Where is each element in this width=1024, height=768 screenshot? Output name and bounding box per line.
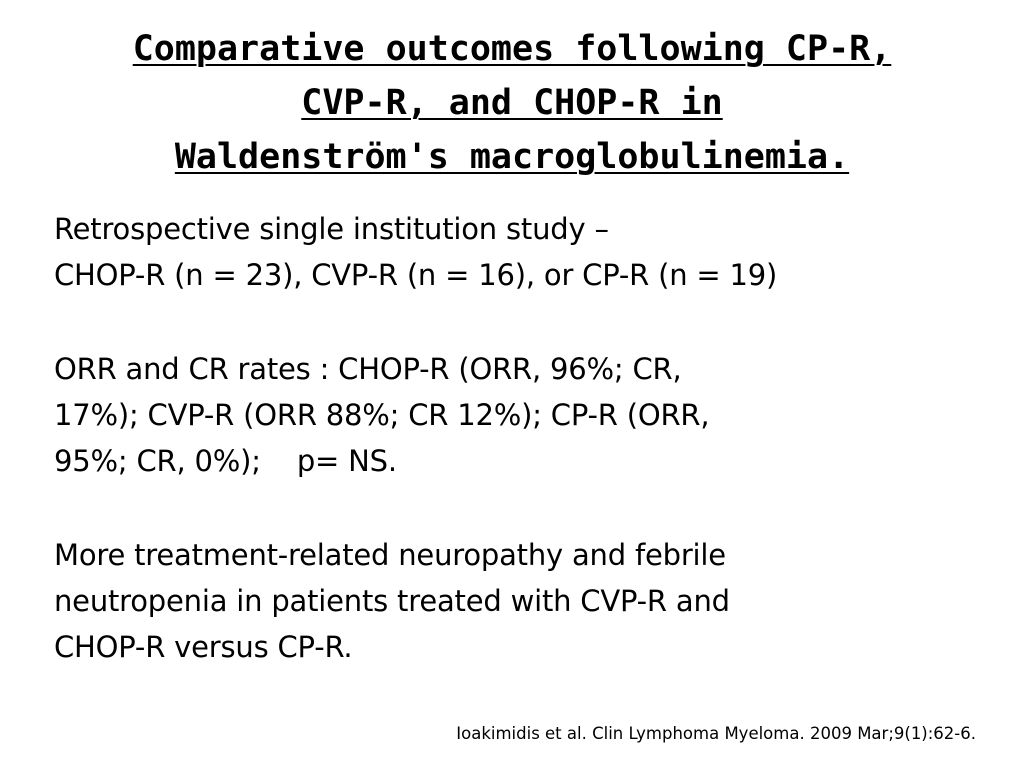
body-line: CHOP-R versus CP-R. — [54, 630, 353, 664]
body-line: 95%; CR, 0%); p= NS. — [54, 444, 397, 478]
body-line: Retrospective single institution study – — [54, 212, 609, 246]
title-line-1: Comparative outcomes following CP-R, — [132, 29, 892, 69]
body-line: More treatment-related neuropathy and febrile — [54, 538, 726, 572]
slide-body — [54, 206, 994, 718]
toxicity-findings — [54, 532, 994, 670]
citation: Ioakimidis et al. Clin Lymphoma Myeloma. 2009 Mar;9(1):62-6. — [456, 724, 976, 743]
response-rates — [54, 346, 994, 484]
body-line: CHOP-R (n = 23), CVP-R (n = 16), or CP-R (n = 19) — [54, 258, 778, 292]
title-line-3: Waldenström's macroglobulinemia. — [174, 137, 850, 177]
slide-title — [40, 22, 984, 184]
title-line-2: CVP-R, and CHOP-R in — [301, 83, 723, 123]
body-line: 17%); CVP-R (ORR 88%; CR 12%); CP-R (ORR, — [54, 398, 710, 432]
body-line: ORR and CR rates : CHOP-R (ORR, 96%; CR, — [54, 352, 682, 386]
study-description — [54, 206, 994, 298]
body-line: neutropenia in patients treated with CVP-R and — [54, 584, 730, 618]
